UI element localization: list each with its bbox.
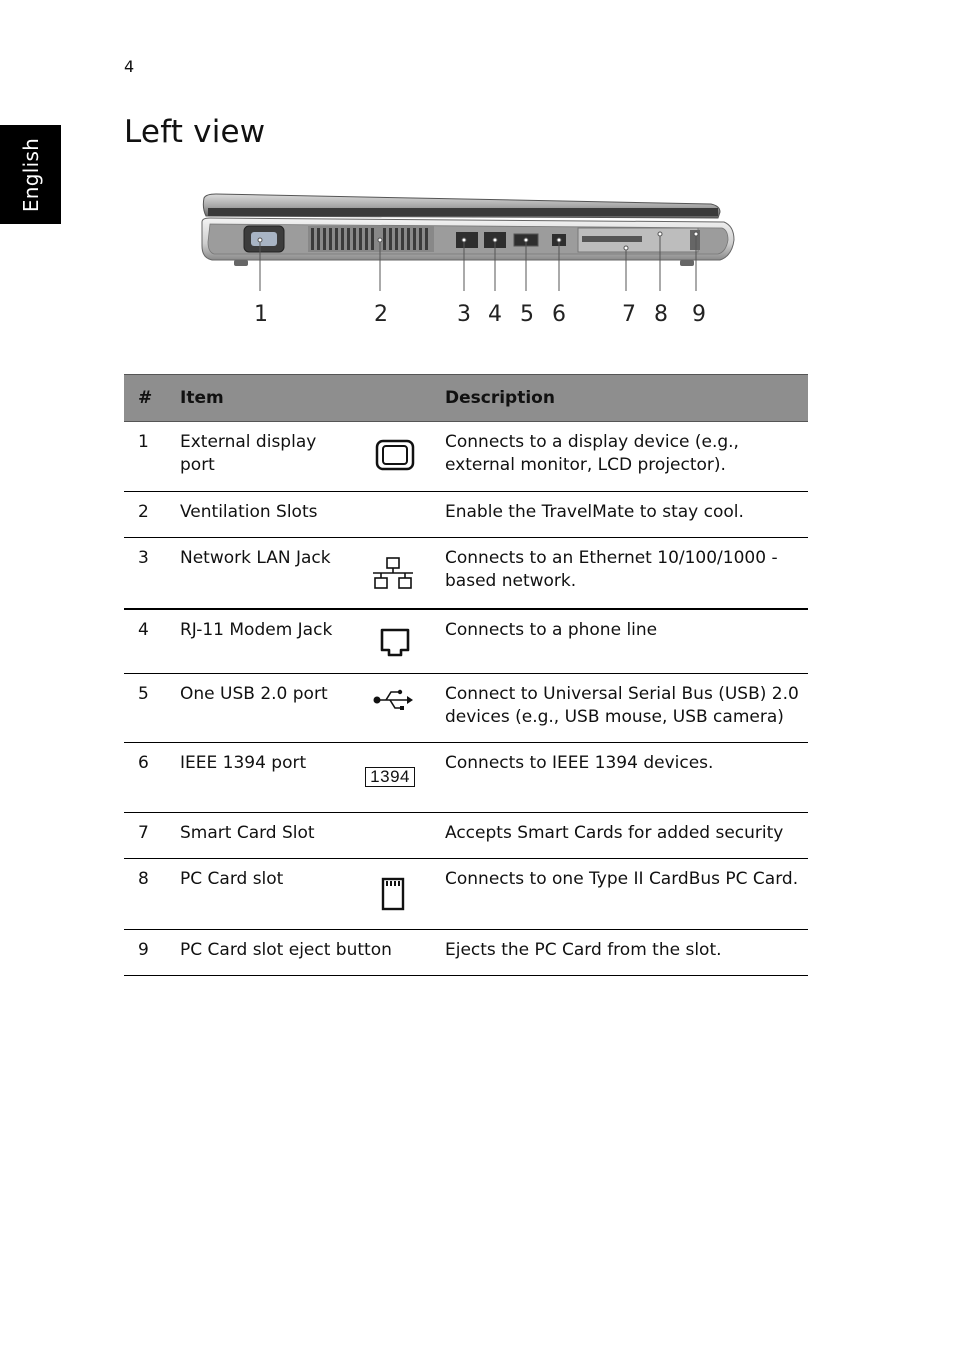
vga-port-inner bbox=[251, 232, 277, 246]
page-title: Left view bbox=[124, 114, 266, 150]
laptop-illustration bbox=[196, 186, 741, 331]
network-icon bbox=[371, 556, 415, 590]
lan-port bbox=[456, 232, 478, 248]
column-header-description: Description bbox=[431, 375, 808, 422]
row-description: Connects to a phone line bbox=[431, 609, 808, 674]
callout-6: 6 bbox=[552, 302, 566, 327]
row-number: 7 bbox=[124, 813, 166, 859]
callout-7: 7 bbox=[622, 302, 636, 327]
row-description: Connects to a display device (e.g., external monitor, LCD projector). bbox=[431, 422, 808, 492]
row-number: 9 bbox=[124, 930, 166, 976]
row-item-label: PC Card slot bbox=[180, 869, 284, 889]
callout-2: 2 bbox=[374, 302, 388, 327]
modem-jack-icon bbox=[379, 627, 411, 657]
usb-icon bbox=[373, 688, 415, 712]
row-number: 5 bbox=[124, 674, 166, 743]
table-row bbox=[124, 492, 808, 538]
laptop-foot bbox=[234, 260, 248, 266]
row-number: 3 bbox=[124, 538, 166, 609]
table-row bbox=[124, 609, 808, 674]
language-tab-label: English bbox=[18, 137, 43, 212]
table-row bbox=[124, 674, 808, 743]
row-item-label: Network LAN Jack bbox=[180, 548, 331, 568]
row-item-label: Ventilation Slots bbox=[180, 502, 318, 522]
row-item-label: PC Card slot eject button bbox=[180, 940, 392, 960]
ieee1394-icon: 1394 bbox=[365, 767, 415, 787]
table-row bbox=[124, 538, 808, 609]
row-item bbox=[166, 674, 431, 743]
row-number: 2 bbox=[124, 492, 166, 538]
smart-card-slot bbox=[582, 236, 642, 242]
column-header-item: Item bbox=[166, 375, 431, 422]
display-port-icon bbox=[375, 439, 415, 471]
callout-8: 8 bbox=[654, 302, 668, 327]
row-description: Connects to IEEE 1394 devices. bbox=[431, 743, 808, 813]
row-item bbox=[166, 859, 431, 930]
table-row bbox=[124, 930, 808, 976]
row-item bbox=[166, 422, 431, 492]
row-item-label: IEEE 1394 port bbox=[180, 753, 307, 773]
laptop-left-view-figure bbox=[196, 186, 741, 331]
callout-5: 5 bbox=[520, 302, 534, 327]
table-row bbox=[124, 743, 808, 813]
row-item bbox=[166, 609, 431, 674]
table-row bbox=[124, 813, 808, 859]
row-item-label: Smart Card Slot bbox=[180, 823, 315, 843]
table-header-row bbox=[124, 375, 808, 422]
ventilation-slots bbox=[308, 226, 434, 252]
row-number: 4 bbox=[124, 609, 166, 674]
row-item bbox=[166, 743, 431, 813]
row-description: Connects to one Type II CardBus PC Card. bbox=[431, 859, 808, 930]
callout-9: 9 bbox=[692, 302, 706, 327]
row-item-label: External display port bbox=[180, 432, 317, 475]
table-row bbox=[124, 859, 808, 930]
row-item bbox=[166, 813, 431, 859]
row-number: 8 bbox=[124, 859, 166, 930]
row-item bbox=[166, 538, 431, 609]
row-number: 1 bbox=[124, 422, 166, 492]
row-description: Ejects the PC Card from the slot. bbox=[431, 930, 808, 976]
language-tab bbox=[0, 125, 61, 224]
lid-gap bbox=[208, 208, 718, 216]
ports-table bbox=[124, 374, 808, 976]
row-item bbox=[166, 492, 431, 538]
pc-card-icon bbox=[381, 877, 405, 911]
row-item-label: RJ-11 Modem Jack bbox=[180, 619, 333, 640]
callout-3: 3 bbox=[457, 302, 471, 327]
row-item bbox=[166, 930, 431, 976]
row-number: 6 bbox=[124, 743, 166, 813]
page-number: 4 bbox=[124, 57, 135, 76]
row-description: Connects to an Ethernet 10/100/1000 - based network. bbox=[431, 538, 808, 609]
table-row bbox=[124, 422, 808, 492]
row-description: Connect to Universal Serial Bus (USB) 2.0 devices (e.g., USB mouse, USB camera) bbox=[431, 674, 808, 743]
callout-4: 4 bbox=[488, 302, 502, 327]
row-description: Enable the TravelMate to stay cool. bbox=[431, 492, 808, 538]
callout-1: 1 bbox=[254, 302, 268, 327]
column-header-num: # bbox=[124, 375, 166, 422]
row-item-label: One USB 2.0 port bbox=[180, 684, 328, 704]
row-description: Accepts Smart Cards for added security bbox=[431, 813, 808, 859]
laptop-foot bbox=[680, 260, 694, 266]
